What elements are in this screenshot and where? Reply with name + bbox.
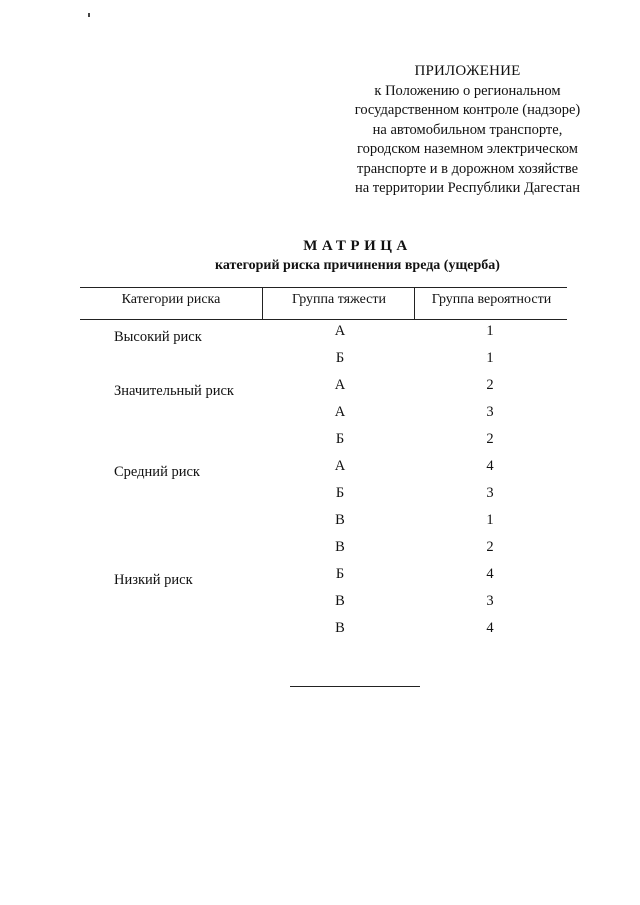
severity-cell: Б — [335, 485, 345, 501]
severity-cell: А — [334, 404, 346, 420]
severity-cell: В — [335, 620, 345, 636]
probability-cell: 1 — [486, 512, 494, 528]
severity-cell: В — [335, 593, 345, 609]
risk-matrix-table — [80, 287, 567, 644]
severity-cell: А — [334, 458, 346, 474]
probability-cell: 3 — [486, 404, 494, 420]
end-divider-line — [290, 686, 420, 687]
severity-cell: Б — [335, 566, 345, 582]
scan-speck — [88, 13, 90, 17]
table-row — [80, 455, 567, 482]
annex-line: транспорте и в дорожном хозяйстве — [356, 160, 579, 177]
annex-title: ПРИЛОЖЕНИЕ — [414, 63, 521, 79]
risk-category-cell: Средний риск — [114, 464, 200, 480]
table-row — [80, 617, 567, 644]
risk-category-cell: Значительный риск — [114, 383, 234, 399]
document-title: МАТРИЦА — [303, 238, 412, 254]
probability-cell: 4 — [486, 458, 494, 474]
table-row — [80, 590, 567, 617]
table-row — [80, 347, 567, 374]
annex-line: на территории Республики Дагестан — [354, 180, 581, 196]
header-severity-group: Группа тяжести — [262, 288, 415, 319]
probability-cell: 2 — [486, 431, 494, 447]
severity-cell: В — [335, 539, 345, 555]
probability-cell: 4 — [486, 620, 494, 636]
document-heading — [150, 236, 565, 275]
table-body — [80, 320, 567, 644]
risk-category-cell: Высокий риск — [114, 329, 202, 345]
probability-cell: 2 — [486, 377, 494, 393]
annex-block — [330, 62, 605, 199]
document-subtitle: категорий риска причинения вреда (ущерба) — [215, 258, 500, 273]
severity-cell: Б — [335, 431, 345, 447]
probability-cell: 2 — [486, 539, 494, 555]
probability-cell: 3 — [486, 593, 494, 609]
header-risk-category: Категории риска — [121, 292, 221, 307]
table-row — [80, 509, 567, 536]
table-header — [80, 287, 567, 320]
table-row — [80, 320, 567, 347]
severity-cell: В — [335, 512, 345, 528]
probability-cell: 3 — [486, 485, 494, 501]
risk-category-cell: Низкий риск — [114, 572, 193, 588]
severity-cell: А — [334, 377, 346, 393]
table-row — [80, 401, 567, 428]
annex-line: к Положению о региональном — [374, 82, 561, 99]
probability-cell: 4 — [486, 566, 494, 582]
probability-cell: 1 — [486, 323, 494, 339]
table-row — [80, 563, 567, 590]
header-probability-group: Группа вероятности — [414, 288, 568, 319]
table-row — [80, 536, 567, 563]
annex-line: городском наземном электрическом — [357, 141, 578, 157]
severity-cell: Б — [335, 350, 345, 366]
probability-cell: 1 — [486, 350, 494, 366]
severity-cell: А — [334, 323, 346, 339]
table-row — [80, 482, 567, 509]
annex-line: на автомобильном транспорте, — [372, 121, 563, 138]
annex-line: государственном контроле (надзоре) — [354, 102, 581, 118]
table-row — [80, 428, 567, 455]
table-row — [80, 374, 567, 401]
